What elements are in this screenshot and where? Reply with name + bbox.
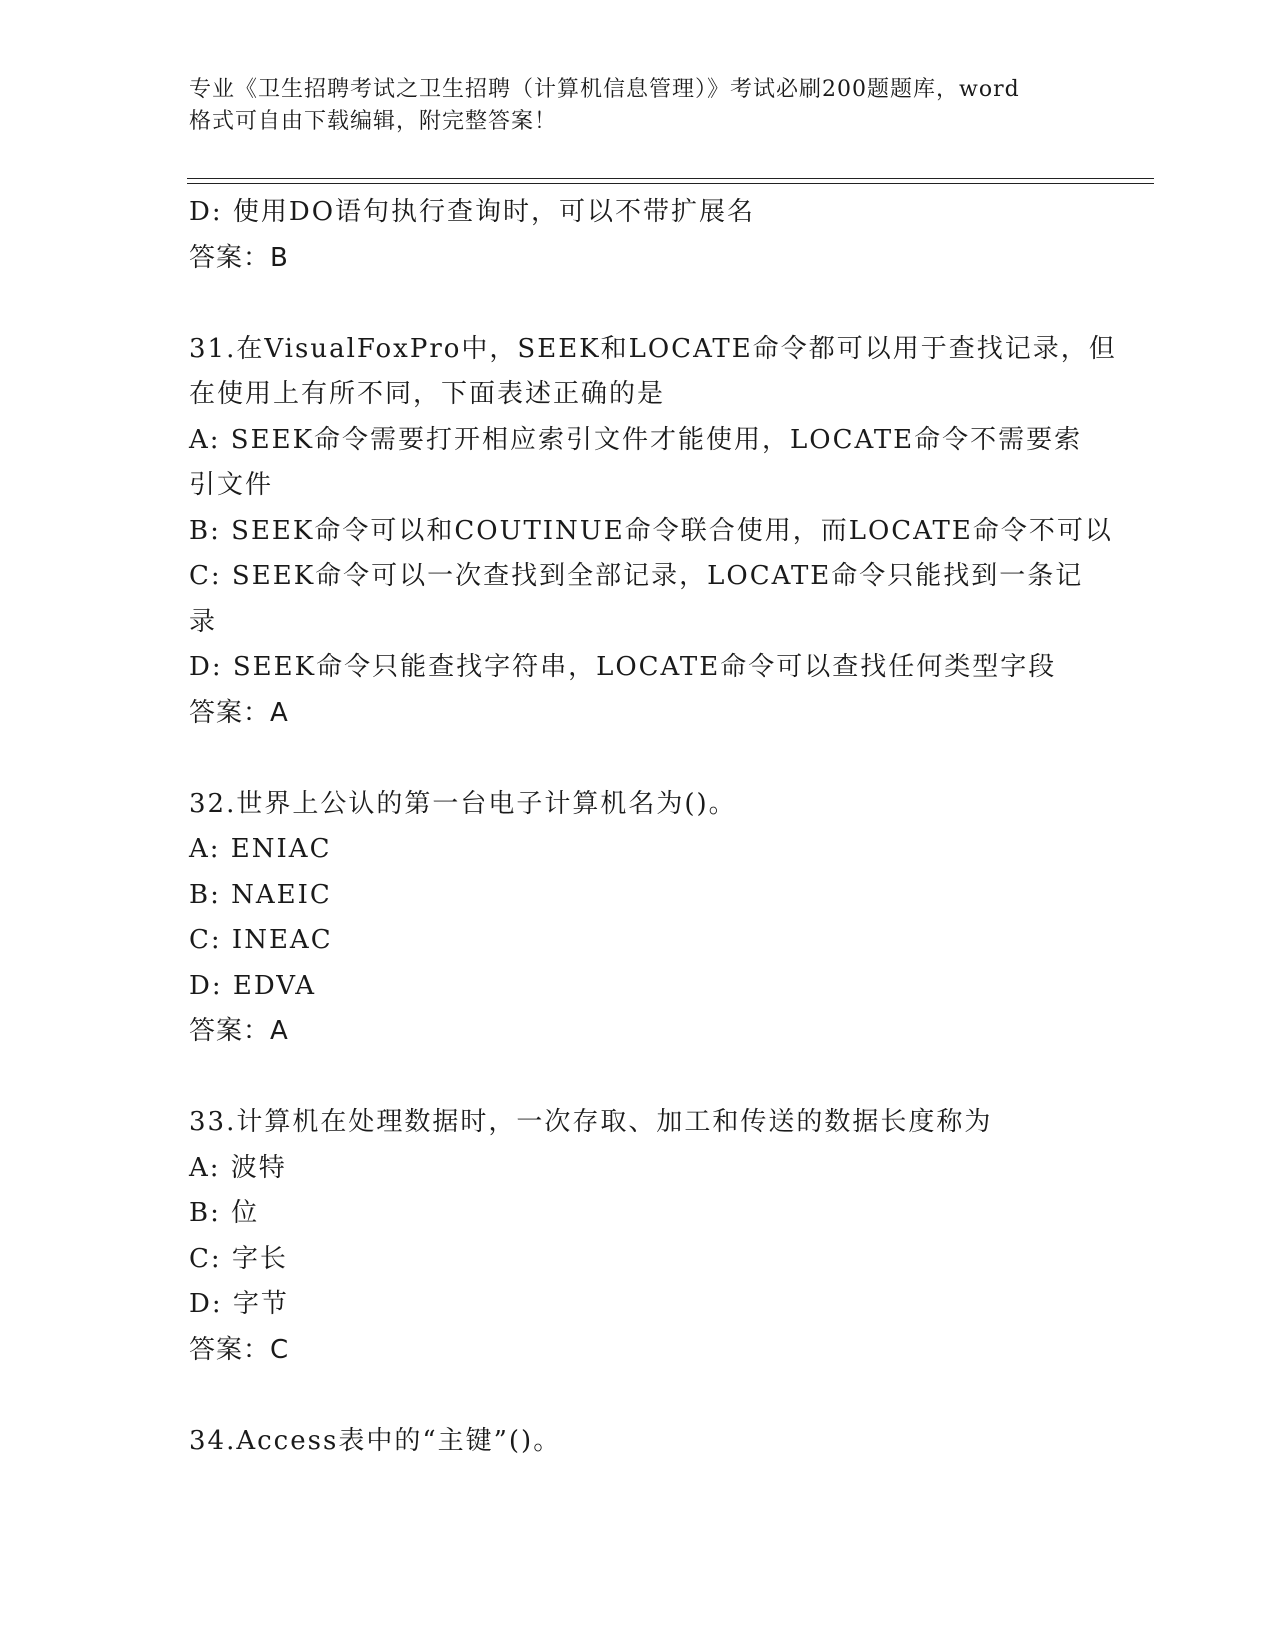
spacer <box>189 281 1089 327</box>
option-a-continued: 引文件 <box>189 470 274 500</box>
question-stem: 31.在VisualFoxPro中，SEEK和LOCATE命令都可以用于查找记录，但 <box>189 333 1117 364</box>
option-b: B: SEEK命令可以和COUTINUE命令联合使用，而LOCATE命令不可以 <box>189 515 1113 546</box>
question-stem: 34.Access表中的“主键”()。 <box>189 1425 562 1456</box>
question-stem: 33.计算机在处理数据时，一次存取、加工和传送的数据长度称为 <box>189 1107 993 1137</box>
question-33 <box>189 1100 1089 1373</box>
answer-label: 答案：A <box>189 697 289 728</box>
option-b: B: NAEIC <box>189 879 332 910</box>
header-divider-top <box>187 178 1154 179</box>
option-c: C: INEAC <box>189 925 333 955</box>
option-c: C: SEEK命令可以一次查找到全部记录，LOCATE命令只能找到一条记 <box>189 561 1084 591</box>
header-divider-bottom <box>187 183 1154 184</box>
option-a: A: ENIAC <box>189 834 332 864</box>
answer-label: 答案：C <box>189 1334 290 1365</box>
question-32 <box>189 782 1089 1055</box>
document-header <box>189 74 1089 138</box>
spacer <box>189 1373 1089 1419</box>
question-31 <box>189 327 1117 737</box>
question-34 <box>189 1419 1089 1465</box>
answer-label: 答案：B <box>189 242 289 273</box>
option-c: C: 字长 <box>189 1243 288 1274</box>
option-a: A: 波特 <box>189 1152 287 1183</box>
previous-question-tail <box>189 190 1089 281</box>
answer-label: 答案：A <box>189 1016 289 1046</box>
option-d: D: SEEK命令只能查找字符串，LOCATE命令可以查找任何类型字段 <box>189 652 1057 682</box>
header-line-1: 专业《卫生招聘考试之卫生招聘（计算机信息管理）》考试必刷200题题库，word <box>189 77 1020 102</box>
option-d: D: 字节 <box>189 1289 289 1319</box>
question-list <box>189 190 1117 1464</box>
spacer <box>189 1055 1089 1101</box>
spacer <box>189 736 1089 782</box>
question-stem-continued: 在使用上有所不同，下面表述正确的是 <box>189 379 666 409</box>
option-d: D: 使用DO语句执行查询时，可以不带扩展名 <box>189 197 756 227</box>
header-line-2: 格式可自由下载编辑，附完整答案！ <box>189 109 558 134</box>
option-b: B: 位 <box>189 1198 260 1228</box>
option-a: A: SEEK命令需要打开相应索引文件才能使用，LOCATE命令不需要索 <box>189 424 1083 455</box>
option-c-continued: 录 <box>189 606 218 637</box>
question-stem: 32.世界上公认的第一台电子计算机名为()。 <box>189 788 737 819</box>
option-d: D: EDVA <box>189 970 317 1001</box>
